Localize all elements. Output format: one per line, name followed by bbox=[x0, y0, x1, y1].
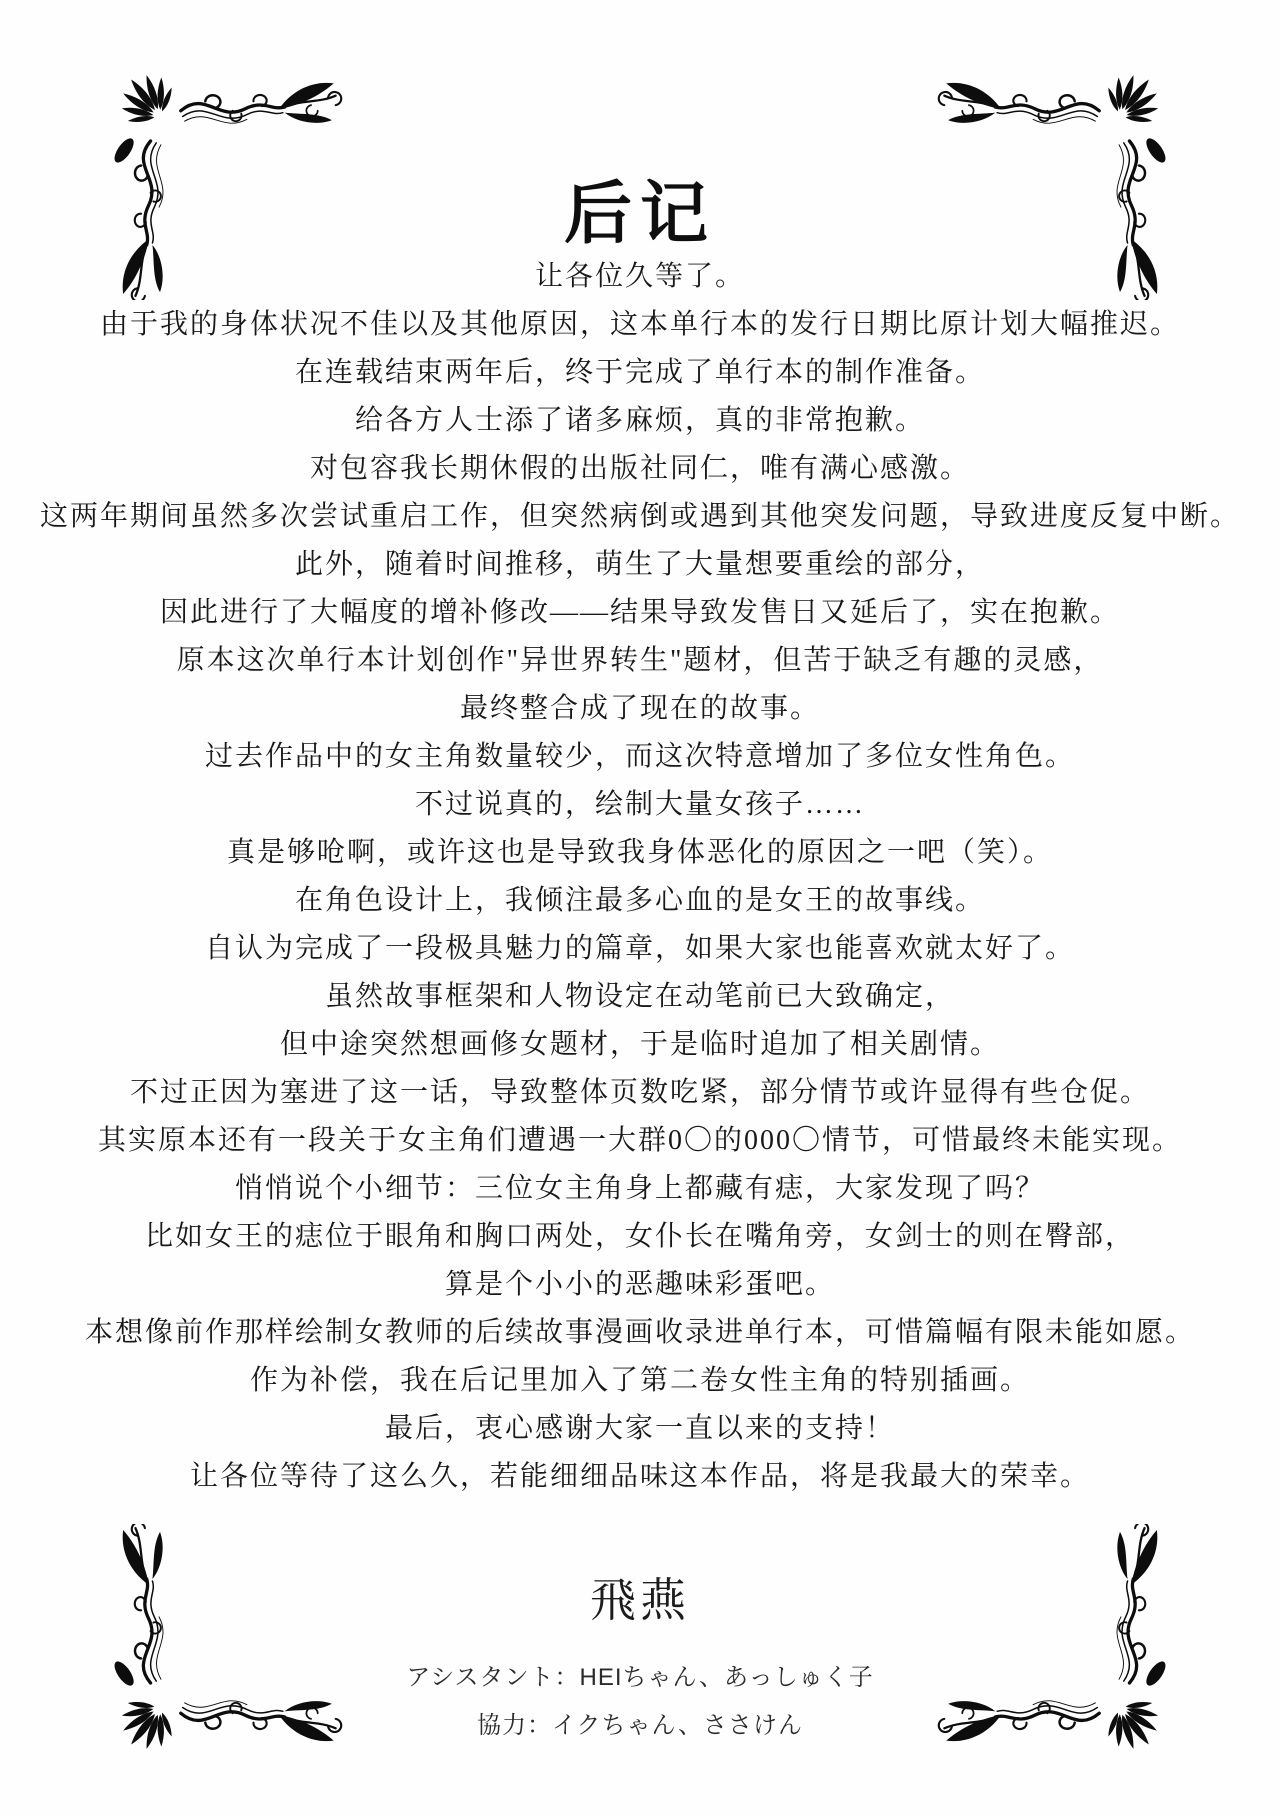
afterword-line: 不过说真的，绘制大量女孩子…… bbox=[414, 789, 865, 820]
afterword-line: 在连载结束两年后，终于完成了单行本的制作准备。 bbox=[294, 357, 985, 388]
assistant-credit-line: アシスタント：HEIちゃん、あっしゅく子 bbox=[406, 1663, 874, 1691]
afterword-body bbox=[0, 250, 1280, 1498]
afterword-line: 让各位久等了。 bbox=[534, 261, 745, 292]
page-title: 后记 bbox=[563, 176, 716, 252]
afterword-line: 作为补偿，我在后记里加入了第二卷女性主角的特别插画。 bbox=[249, 1365, 1030, 1396]
afterword-line: 虽然故事框架和人物设定在动笔前已大致确定， bbox=[324, 981, 955, 1012]
afterword-line: 真是够呛啊，或许这也是导致我身体恶化的原因之一吧（笑）。 bbox=[226, 837, 1053, 868]
afterword-line: 但中途突然想画修女题材，于是临时追加了相关剧情。 bbox=[279, 1029, 1000, 1060]
afterword-line: 本想像前作那样绘制女教师的后续故事漫画收录进单行本，可惜篇幅有限未能如愿。 bbox=[84, 1317, 1195, 1348]
afterword-line: 这两年期间虽然多次尝试重启工作，但突然病倒或遇到其他突发问题，导致进度反复中断。 bbox=[39, 501, 1240, 532]
afterword-line: 原本这次单行本计划创作"异世界转生"题材，但苦于缺乏有趣的灵感， bbox=[176, 645, 1104, 676]
author-signature: 飛燕 bbox=[590, 1574, 690, 1626]
credits-block bbox=[0, 1650, 1280, 1746]
afterword-line: 因此进行了大幅度的增补修改——结果导致发售日又延后了，实在抱歉。 bbox=[159, 597, 1120, 628]
afterword-line: 让各位等待了这么久，若能细细品味这本作品，将是我最大的荣幸。 bbox=[189, 1461, 1090, 1492]
cooperation-credit-line: 協力：イクちゃん、ささけん bbox=[477, 1711, 803, 1739]
afterword-line: 最后，衷心感谢大家一直以来的支持！ bbox=[384, 1413, 895, 1444]
afterword-line: 悄悄说个小细节：三位女主角身上都藏有痣，大家发现了吗？ bbox=[234, 1173, 1045, 1204]
afterword-line: 给各方人士添了诸多麻烦，真的非常抱歉。 bbox=[354, 405, 925, 436]
afterword-line: 其实原本还有一段关于女主角们遭遇一大群0〇的000〇情节，可惜最终未能实现。 bbox=[97, 1125, 1182, 1156]
afterword-line: 不过正因为塞进了这一话，导致整体页数吃紧，部分情节或许显得有些仓促。 bbox=[129, 1077, 1150, 1108]
afterword-line: 对包容我长期休假的出版社同仁，唯有满心感激。 bbox=[309, 453, 970, 484]
afterword-line: 过去作品中的女主角数量较少，而这次特意增加了多位女性角色。 bbox=[204, 741, 1075, 772]
afterword-line: 在角色设计上，我倾注最多心血的是女王的故事线。 bbox=[294, 885, 985, 916]
afterword-line: 最终整合成了现在的故事。 bbox=[459, 693, 820, 724]
afterword-line: 比如女王的痣位于眼角和胸口两处，女仆长在嘴角旁，女剑士的则在臀部， bbox=[144, 1221, 1135, 1252]
afterword-line: 此外，随着时间推移，萌生了大量想要重绘的部分， bbox=[294, 549, 985, 580]
afterword-line: 算是个小小的恶趣味彩蛋吧。 bbox=[444, 1269, 835, 1300]
afterword-line: 由于我的身体状况不佳以及其他原因，这本单行本的发行日期比原计划大幅推迟。 bbox=[99, 309, 1180, 340]
afterword-line: 自认为完成了一段极具魅力的篇章，如果大家也能喜欢就太好了。 bbox=[204, 933, 1075, 964]
